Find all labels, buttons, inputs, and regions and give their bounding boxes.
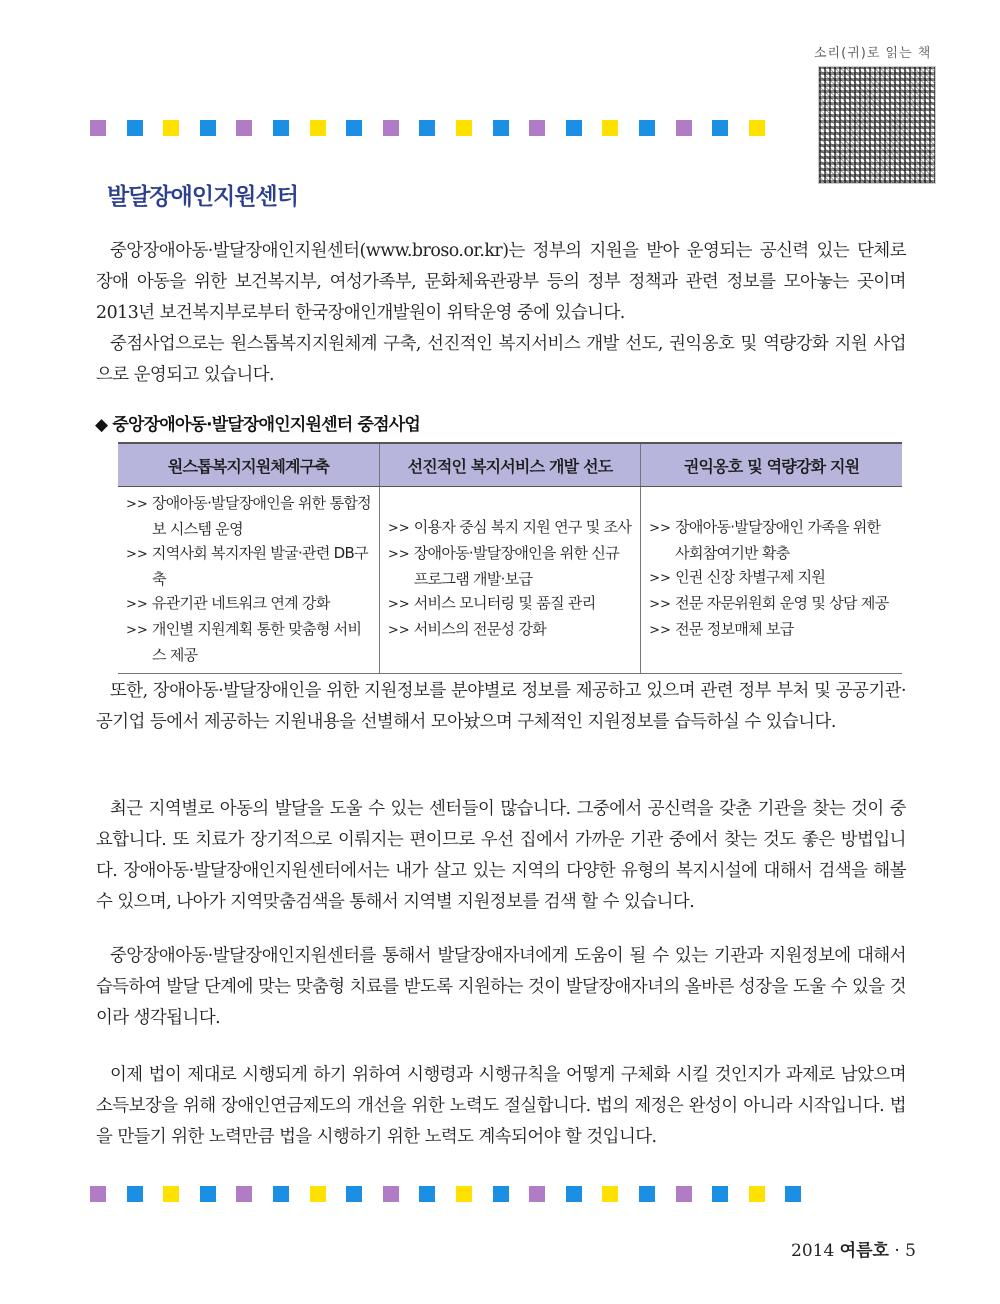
- body-paragraph: 중앙장애아동·발달장애인지원센터를 통해서 발달장애자녀에게 도움이 될 수 있는 기관과 지원정보에 대해서 습득하여 발달 단계에 맞는 맞춤형 치료를 받도록 지원하는 것이 발달장애자녀의 올바른 성장을 도울 수 있을 것이라 생각됩니다.: [96, 946, 906, 1028]
- program-column-header: 원스톱복지지원체계구축: [118, 443, 379, 487]
- program-item: >> 유관기관 네트워크 연계 강화: [126, 591, 373, 617]
- program-item: >> 장애아동·발달장애인 가족을 위한 사회참여기반 확충: [649, 515, 896, 565]
- program-item: >> 이용자 중심 복지 지원 연구 및 조사: [388, 515, 634, 541]
- divider-dot: [163, 120, 179, 136]
- divider-dot: [639, 120, 655, 136]
- divider-dot: [346, 120, 362, 136]
- program-cell: [379, 487, 640, 674]
- divider-dot: [236, 120, 252, 136]
- divider-dot: [785, 1186, 801, 1202]
- section-title: 발달장애인지원센터: [107, 184, 298, 210]
- qr-code-icon[interactable]: [818, 66, 936, 184]
- qr-caption: 소리(귀)로 읽는 책: [814, 46, 932, 61]
- divider-dot: [127, 1186, 143, 1202]
- program-item: >> 인권 신장 차별구제 지원: [649, 565, 896, 591]
- program-item: >> 지역사회 복지자원 발굴·관련 DB구축: [126, 541, 373, 591]
- divider-dot: [529, 120, 545, 136]
- divider-dot: [419, 1186, 435, 1202]
- divider-dot: [749, 1186, 765, 1202]
- program-item: >> 전문 자문위원회 운영 및 상담 제공: [649, 591, 896, 617]
- divider-dot: [676, 1186, 692, 1202]
- divider-dot: [749, 120, 765, 136]
- divider-dot: [90, 120, 106, 136]
- body-paragraph: 이제 법이 제대로 시행되게 하기 위하여 시행령과 시행규칙을 어떻게 구체화 시킬 것인지가 과제로 남았으며 소득보장을 위해 장애인연금제도의 개선을 위한 노력도 절실합니다. 법의 제정은 완성이 아니라 시작입니다. 법을 만들기 위한 노력만큼 법을 시행하기 위한 노력도 계속되어야 할 것입니다.: [96, 1065, 906, 1147]
- top-dot-divider: [90, 120, 765, 136]
- divider-dot: [90, 1186, 106, 1202]
- body-paragraph: 최근 지역별로 아동의 발달을 도울 수 있는 센터들이 많습니다. 그중에서 공신력을 갖춘 기관을 찾는 것이 중요합니다. 또 치료가 장기적으로 이뤄지는 편이므로 우선 집에서 가까운 기관 중에서 찾는 것도 좋은 방법입니다. 장애아동·발달장애인지원센터에서는 내가 살고 있는 지역의 다양한 유형의 복지시설에 대해서 검색을 해볼 수 있으며, 나아가 지역맞춤검색을 통해서 지역별 지원정보를 검색 할 수 있습니다.: [96, 799, 906, 912]
- divider-dot: [566, 120, 582, 136]
- program-item: >> 장애아동·발달장애인을 위한 통합정보 시스템 운영: [126, 491, 373, 541]
- program-item: >> 개인별 지원계획 통한 맞춤형 서비스 제공: [126, 617, 373, 667]
- divider-dot: [602, 120, 618, 136]
- divider-dot: [419, 120, 435, 136]
- program-item: >> 장애아동·발달장애인을 위한 신규 프로그램 개발·보급: [388, 541, 634, 591]
- program-item: >> 전문 정보매체 보급: [649, 617, 896, 643]
- divider-dot: [383, 1186, 399, 1202]
- footer-issue: 여름호: [839, 1241, 889, 1261]
- divider-dot: [200, 1186, 216, 1202]
- program-column-header: 권익옹호 및 역량강화 지원: [641, 443, 902, 487]
- intro-paragraph: 중앙장애아동·발달장애인지원센터(www.broso.or.kr)는 정부의 지원을 받아 운영되는 공신력 있는 단체로 장애 아동을 위한 보건복지부, 여성가족부, 문화체육관광부 등의 정부 정책과 관련 정보를 모아놓는 곳이며 2013년 보건복지부로부터 한국장애인개발원이 위탁운영 중에 있습니다.: [96, 241, 906, 323]
- divider-dot: [456, 1186, 472, 1202]
- divider-dot: [456, 120, 472, 136]
- divider-dot: [602, 1186, 618, 1202]
- divider-dot: [712, 120, 728, 136]
- divider-dot: [639, 1186, 655, 1202]
- divider-dot: [200, 120, 216, 136]
- program-table: [118, 442, 902, 674]
- divider-dot: [383, 120, 399, 136]
- divider-dot: [676, 120, 692, 136]
- program-cell: [118, 487, 379, 674]
- program-heading: ◆ 중앙장애아동·발달장애인지원센터 중점사업: [95, 415, 420, 435]
- bottom-dot-divider: [90, 1186, 801, 1202]
- divider-dot: [163, 1186, 179, 1202]
- footer-year: 2014: [791, 1241, 835, 1261]
- divider-dot: [236, 1186, 252, 1202]
- page-number: 5: [905, 1241, 916, 1261]
- divider-dot: [346, 1186, 362, 1202]
- program-cell: [641, 487, 902, 674]
- divider-dot: [127, 120, 143, 136]
- divider-dot: [273, 1186, 289, 1202]
- divider-dot: [273, 120, 289, 136]
- divider-dot: [310, 120, 326, 136]
- divider-dot: [529, 1186, 545, 1202]
- program-item: >> 서비스의 전문성 강화: [388, 617, 634, 643]
- program-item: >> 서비스 모니터링 및 품질 관리: [388, 591, 634, 617]
- divider-dot: [493, 120, 509, 136]
- divider-dot: [566, 1186, 582, 1202]
- divider-dot: [310, 1186, 326, 1202]
- divider-dot: [493, 1186, 509, 1202]
- divider-dot: [712, 1186, 728, 1202]
- program-column-header: 선진적인 복지서비스 개발 선도: [379, 443, 640, 487]
- intro-paragraph: 중점사업으로는 원스톱복지지원체계 구축, 선진적인 복지서비스 개발 선도, 권익옹호 및 역량강화 지원 사업으로 운영되고 있습니다.: [96, 334, 906, 385]
- body-paragraph: 또한, 장애아동·발달장애인을 위한 지원정보를 분야별로 정보를 제공하고 있으며 관련 정부 부처 및 공공기관·공기업 등에서 제공하는 지원내용을 선별해서 모아놨으며 구체적인 지원정보를 습득하실 수 있습니다.: [96, 681, 906, 732]
- footer-separator: ·: [894, 1241, 900, 1261]
- page-footer: [791, 1236, 916, 1261]
